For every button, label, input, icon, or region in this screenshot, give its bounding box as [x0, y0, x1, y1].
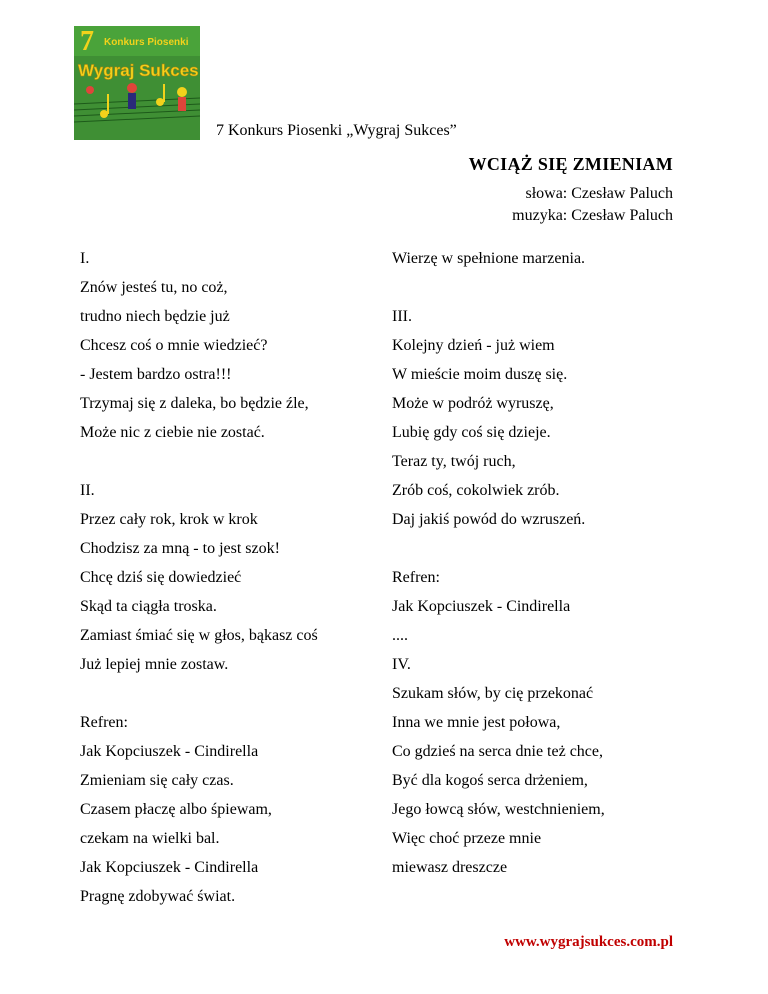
logo-line2: Wygraj Sukces	[78, 61, 199, 80]
lyric-line: Zmieniam się cały czas.	[80, 772, 234, 789]
lyric-line: Jak Kopciuszek - Cindirella	[80, 859, 259, 876]
lyric-line: Refren:	[80, 714, 128, 731]
lyric-line: Chcę dziś się dowiedzieć	[80, 569, 242, 586]
lyric-line: Trzymaj się z daleka, bo będzie źle,	[80, 395, 309, 412]
lyric-line: W mieście moim duszę się.	[392, 366, 568, 383]
lyric-line: Kolejny dzień - już wiem	[392, 337, 555, 354]
lyric-line: Chcesz coś o mnie wiedzieć?	[80, 337, 268, 354]
lyric-line: ....	[392, 627, 408, 644]
lyric-line: Refren:	[392, 569, 440, 586]
contest-name: 7 Konkurs Piosenki „Wygraj Sukces”	[216, 122, 457, 139]
lyric-line: miewasz dreszcze	[392, 859, 508, 876]
lyric-line: Jak Kopciuszek - Cindirella	[392, 598, 571, 615]
lyric-line: IV.	[392, 656, 411, 673]
lyric-line: Być dla kogoś serca drżeniem,	[392, 772, 588, 789]
lyric-line: czekam na wielki bal.	[80, 830, 220, 847]
lyrics-left-column	[80, 249, 380, 916]
lyric-line: Lubię gdy coś się dzieje.	[392, 424, 551, 441]
lyric-line	[80, 684, 380, 713]
lyric-line: Czasem płaczę albo śpiewam,	[80, 801, 272, 818]
logo-artwork	[74, 26, 200, 140]
lyric-line	[392, 278, 692, 307]
lyric-line: Więc choć przeze mnie	[392, 830, 542, 847]
logo-number: 7	[80, 26, 94, 57]
lyric-line: Znów jesteś tu, no coż,	[80, 279, 228, 296]
lyric-line: Co gdzieś na serca dnie też chce,	[392, 743, 604, 760]
lyric-line: Skąd ta ciągła troska.	[80, 598, 217, 615]
lyric-line: Może w podróż wyruszę,	[392, 395, 554, 412]
lyric-line: trudno niech będzie już	[80, 308, 230, 325]
lyric-line: Szukam słów, by cię przekonać	[392, 685, 594, 702]
lyric-line: Wierzę w spełnione marzenia.	[392, 250, 586, 267]
lyric-line: Chodzisz za mną - to jest szok!	[80, 540, 280, 557]
lyric-line: Jego łowcą słów, westchnieniem,	[392, 801, 605, 818]
website-link[interactable]: www.wygrajsukces.com.pl	[504, 934, 673, 950]
song-title: WCIĄŻ SIĘ ZMIENIAM	[468, 154, 673, 174]
lyric-line: III.	[392, 308, 412, 325]
lyric-line	[80, 452, 380, 481]
lyric-line: I.	[80, 250, 90, 267]
lyric-line: Już lepiej mnie zostaw.	[80, 656, 229, 673]
lyric-line: II.	[80, 482, 95, 499]
music-credit: muzyka: Czesław Paluch	[512, 207, 673, 224]
lyric-line: Zamiast śmiać się w głos, bąkasz coś	[80, 627, 318, 644]
lyric-line: Może nic z ciebie nie zostać.	[80, 424, 265, 441]
lyrics-credit: słowa: Czesław Paluch	[525, 185, 673, 202]
lyric-line: Inna we mnie jest połowa,	[392, 714, 561, 731]
lyric-line: Jak Kopciuszek - Cindirella	[80, 743, 259, 760]
contest-logo	[74, 26, 200, 140]
lyric-line: Przez cały rok, krok w krok	[80, 511, 258, 528]
logo-line1: Konkurs Piosenki	[104, 37, 189, 48]
lyrics-right-column	[392, 249, 692, 887]
lyric-line	[392, 539, 692, 568]
lyric-line: - Jestem bardzo ostra!!!	[80, 366, 232, 383]
lyric-line: Daj jakiś powód do wzruszeń.	[392, 511, 586, 528]
lyric-line: Zrób coś, cokolwiek zrób.	[392, 482, 560, 499]
credits	[512, 183, 673, 227]
lyric-line: Pragnę zdobywać świat.	[80, 888, 236, 905]
lyric-line: Teraz ty, twój ruch,	[392, 453, 516, 470]
